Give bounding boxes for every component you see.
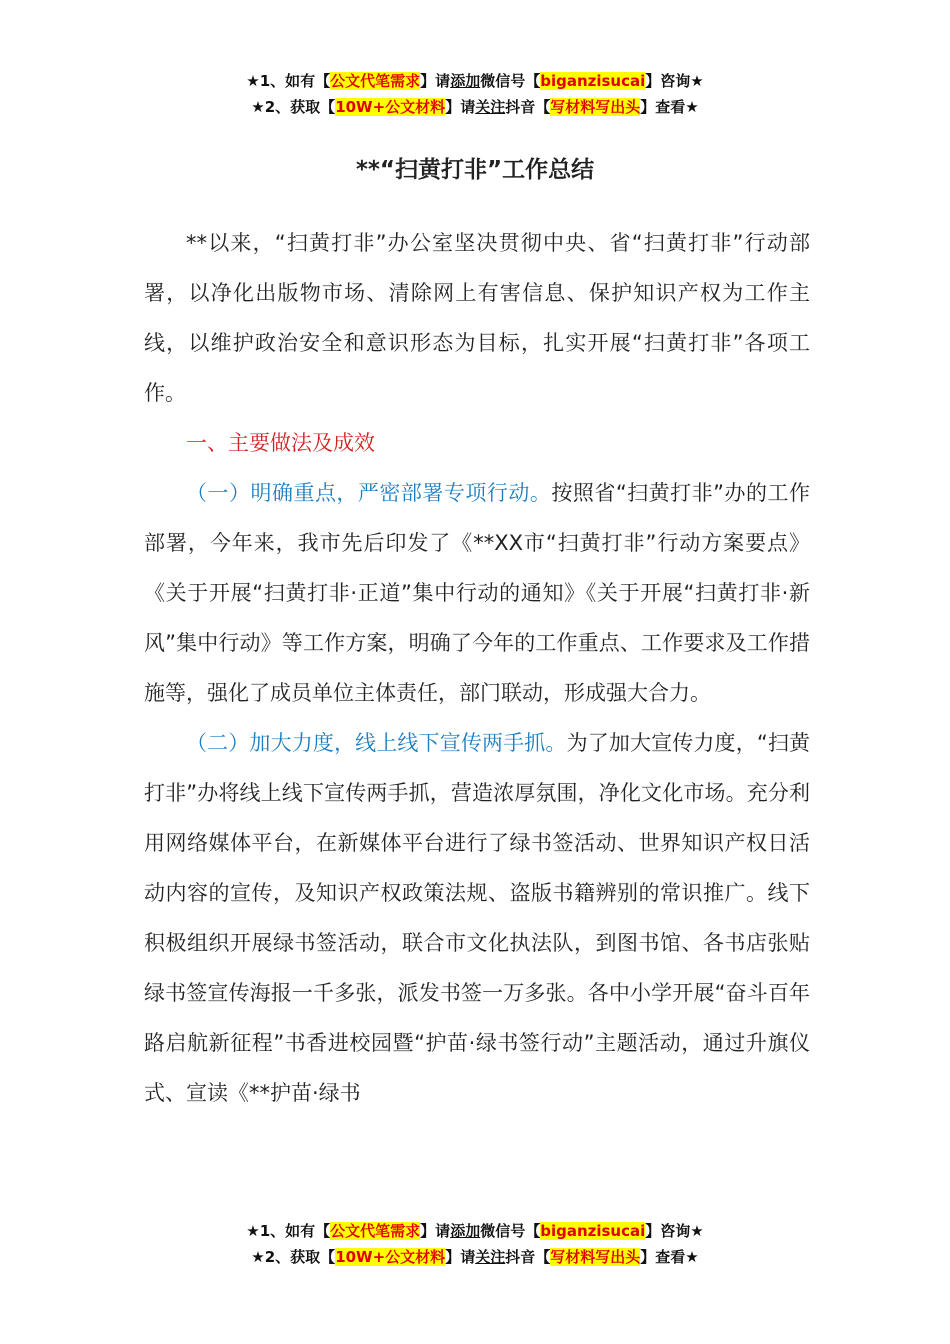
item-2-paragraph — [144, 718, 810, 1118]
underline-add: 添加 — [450, 1222, 481, 1240]
highlight-materials: 10W+公文材料 — [335, 98, 446, 116]
promo-banner-top — [0, 68, 950, 120]
underline-follow: 关注 — [475, 98, 506, 116]
item-2-heading: （二）加大力度，线上线下宣传两手抓。 — [186, 731, 567, 755]
highlight-douyin-id: 写材料写出头 — [550, 98, 641, 116]
underline-add: 添加 — [450, 72, 481, 90]
highlight-wechat-id: biganzisucai — [540, 1222, 646, 1240]
highlight-douyin-id: 写材料写出头 — [550, 1248, 641, 1266]
promo-line-1: ★1、如有【公文代笔需求】请添加微信号【biganzisucai】咨询★ — [246, 72, 704, 90]
document-title: **“扫黄打非”工作总结 — [355, 157, 595, 183]
document-body — [144, 218, 810, 1118]
promo-banner-bottom — [0, 1218, 950, 1270]
item-1-body: 按照省“扫黄打非”办的工作部署，今年来，我市先后印发了《**XX市“扫黄打非”行动方案要点》《关于开展“扫黄打非·正道”集中行动的通知》《关于开展“扫黄打非·新风”集中行动》等工作方案，明确了今年的工作重点、工作要求及工作措施等，强化了成员单位主体责任，部门联动，形成强大合力。 — [144, 481, 810, 705]
intro-paragraph: **以来，“扫黄打非”办公室坚决贯彻中央、省“扫黄打非”行动部署，以净化出版物市场、清除网上有害信息、保护知识产权为工作主线，以维护政治安全和意识形态为目标，扎实开展“扫黄打非”各项工作。 — [144, 231, 810, 405]
underline-follow: 关注 — [475, 1248, 506, 1266]
highlight-service: 公文代笔需求 — [330, 1222, 421, 1240]
highlight-wechat-id: biganzisucai — [540, 72, 646, 90]
highlight-materials: 10W+公文材料 — [335, 1248, 446, 1266]
highlight-service: 公文代笔需求 — [330, 72, 421, 90]
item-1-paragraph — [144, 468, 810, 718]
item-2-body: 为了加大宣传力度，“扫黄打非”办将线上线下宣传两手抓，营造浓厚氛围，净化文化市场。充分利用网络媒体平台，在新媒体平台进行了绿书签活动、世界知识产权日活动内容的宣传，及知识产权政策法规、盗版书籍辨别的常识推广。线下积极组织开展绿书签活动，联合市文化执法队，到图书馆、各书店张贴绿书签宣传海报一千多张，派发书签一万多张。各中小学开展“奋斗百年路启航新征程”书香进校园暨“护苗·绿书签行动”主题活动，通过升旗仪式、宣读《**护苗·绿书 — [144, 731, 810, 1105]
promo-line-2: ★2、获取【10W+公文材料】请关注抖音【写材料写出头】查看★ — [251, 1248, 699, 1266]
promo-line-1: ★1、如有【公文代笔需求】请添加微信号【biganzisucai】咨询★ — [246, 1222, 704, 1240]
promo-line-2: ★2、获取【10W+公文材料】请关注抖音【写材料写出头】查看★ — [251, 98, 699, 116]
item-1-heading: （一）明确重点，严密部署专项行动。 — [186, 481, 552, 505]
section-heading: 一、主要做法及成效 — [186, 431, 375, 455]
